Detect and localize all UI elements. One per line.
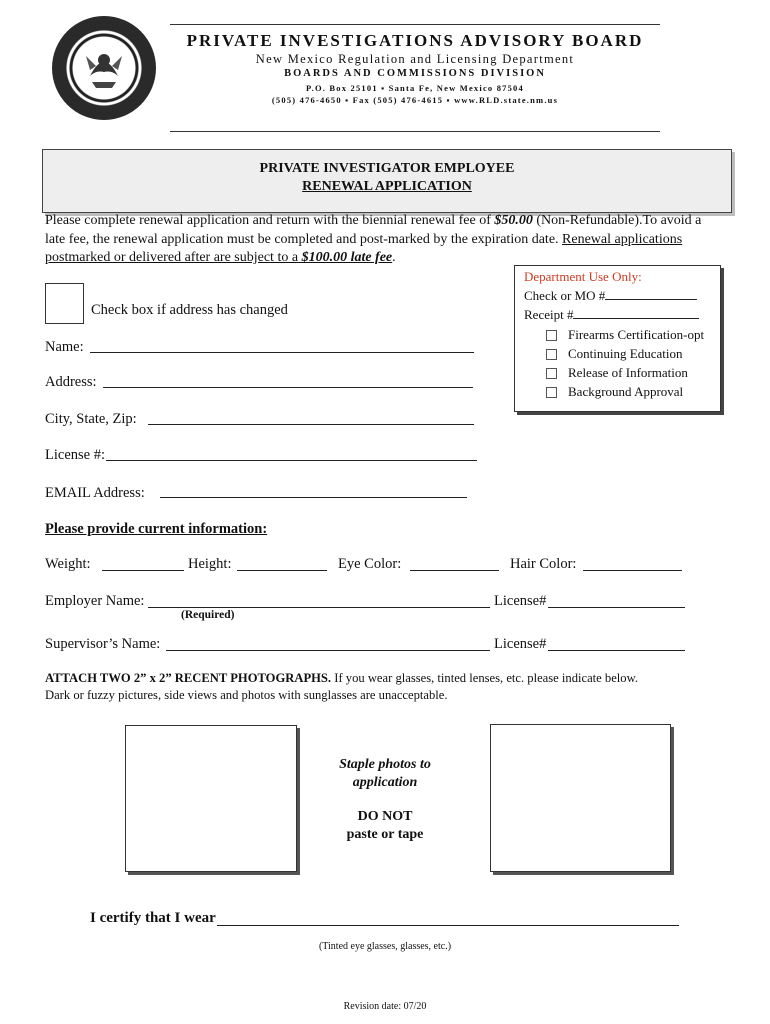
weight-label: Weight: (45, 556, 91, 572)
receipt-label: Receipt # (524, 307, 574, 322)
supervisor-license-field[interactable] (548, 650, 685, 651)
email-label: EMAIL Address: (45, 485, 145, 501)
address-field[interactable] (103, 387, 473, 388)
employer-name-label: Employer Name: (45, 593, 145, 609)
header-bottom-rule (170, 131, 660, 132)
supervisor-name-label: Supervisor’s Name: (45, 636, 161, 652)
intro-end: . (392, 250, 396, 265)
name-label: Name: (45, 339, 84, 355)
checkbox-icon (546, 368, 557, 379)
address-changed-label: Check box if address has changed (91, 302, 288, 318)
name-field[interactable] (90, 352, 474, 353)
photo-box-left[interactable] (125, 725, 297, 872)
photo-instructions-line2: Dark or fuzzy pictures, side views and photos with sunglasses are unacceptable. (45, 688, 448, 702)
hair-color-label: Hair Color: (510, 556, 577, 572)
department-use-heading: Department Use Only: (524, 269, 642, 284)
eagle-seal-icon (52, 16, 156, 120)
city-state-zip-label: City, State, Zip: (45, 411, 137, 427)
city-state-zip-field[interactable] (148, 424, 474, 425)
do-not-line2: paste or tape (346, 826, 424, 842)
staple-line2: application (352, 774, 418, 790)
continuing-education-checkbox[interactable] (546, 346, 682, 362)
checkbox-icon (546, 330, 557, 341)
renewal-fee: $50.00 (494, 213, 533, 228)
photo-heading: ATTACH TWO 2” x 2” RECENT PHOTOGRAPHS. (45, 671, 332, 685)
background-approval-label: Background Approval (568, 384, 684, 399)
supervisor-name-field[interactable] (166, 650, 490, 651)
employer-license-field[interactable] (548, 607, 685, 608)
photo-instructions (45, 670, 725, 704)
intro-text-2: (Non-Refundable).To avoid a late fee, the renewal application must be completed and post-marked by the expiration date. (45, 213, 702, 247)
height-field[interactable] (237, 570, 327, 571)
firearms-checkbox[interactable] (546, 327, 704, 343)
eye-color-label: Eye Color: (338, 556, 402, 572)
do-not-line1: DO NOT (357, 809, 413, 824)
license-label: License #: (45, 447, 105, 463)
height-label: Height: (188, 556, 232, 572)
eye-color-field[interactable] (410, 570, 499, 571)
certify-field[interactable] (217, 925, 679, 926)
form-title-line2: RENEWAL APPLICATION (302, 179, 472, 194)
department-name: New Mexico Regulation and Licensing Department (255, 52, 575, 66)
hair-color-field[interactable] (583, 570, 682, 571)
intro-text: Please complete renewal application and return with the biennial renewal fee of (45, 213, 495, 228)
employer-name-field[interactable] (148, 607, 490, 608)
firearms-label: Firearms Certification-opt (568, 327, 705, 342)
contact-info: (505) 476-4650 ▪ Fax (505) 476-4615 ▪ www.RLD.state.nm.us (271, 95, 559, 105)
background-approval-checkbox[interactable] (546, 384, 683, 400)
certify-hint: (Tinted eye glasses, glasses, etc.) (318, 941, 452, 952)
staple-instructions (300, 756, 470, 843)
checkbox-icon (546, 349, 557, 360)
continuing-education-label: Continuing Education (568, 346, 683, 361)
photo-instructions-line1: If you wear glasses, tinted lenses, etc. please indicate below. (334, 671, 639, 685)
staple-line1: Staple photos to (339, 757, 431, 772)
employer-license-label: License# (494, 593, 547, 609)
late-fee-amount: $100.00 late fee (301, 250, 393, 265)
certify-label: I certify that I wear (90, 910, 216, 926)
license-field[interactable] (106, 460, 477, 461)
current-info-heading: Please provide current information: (45, 521, 268, 537)
receipt-field[interactable] (524, 307, 699, 323)
intro-paragraph (45, 212, 717, 268)
department-use-box (514, 265, 721, 412)
state-seal-icon (52, 16, 156, 120)
weight-field[interactable] (102, 570, 184, 571)
photo-box-right[interactable] (490, 724, 671, 872)
form-title-line1: PRIVATE INVESTIGATOR EMPLOYEE (259, 161, 515, 176)
address-changed-checkbox[interactable] (45, 283, 84, 324)
check-mo-field[interactable] (524, 288, 697, 304)
required-note: (Required) (181, 609, 235, 621)
late-fee-text: Renewal applications postmarked or delivered after are subject to a (45, 231, 683, 265)
header-top-rule (170, 24, 660, 25)
board-title: PRIVATE INVESTIGATIONS ADVISORY BOARD (186, 31, 644, 50)
email-field[interactable] (160, 497, 467, 498)
supervisor-license-label: License# (494, 636, 547, 652)
form-title-box (42, 149, 732, 213)
check-mo-label: Check or MO # (524, 288, 606, 303)
release-of-information-label: Release of Information (568, 365, 688, 380)
mailing-address: P.O. Box 25101 ▪ Santa Fe, New Mexico 87504 (306, 83, 524, 93)
division-name: BOARDS AND COMMISSIONS DIVISION (284, 68, 546, 79)
checkbox-icon (546, 387, 557, 398)
revision-date: Revision date: 07/20 (343, 1001, 427, 1012)
address-label: Address: (45, 374, 97, 390)
release-of-information-checkbox[interactable] (546, 365, 688, 381)
